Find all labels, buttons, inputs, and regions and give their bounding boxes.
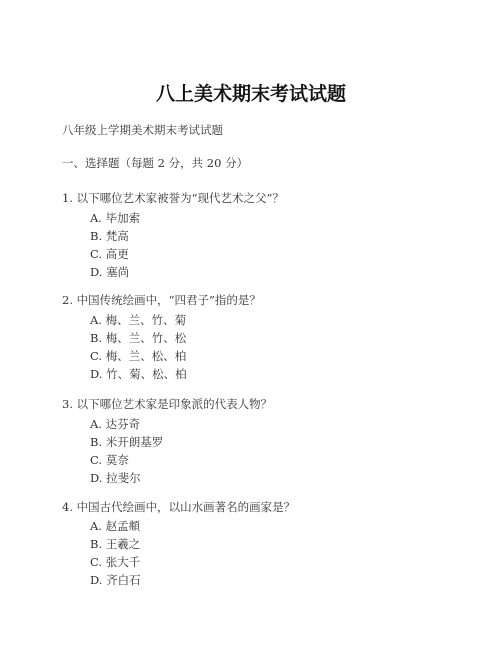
question-1-option-c: C. 高更 [90,247,129,261]
question-3-stem: 3. 以下哪位艺术家是印象派的代表人物？ [62,397,273,411]
question-4-option-d: D. 齐白石 [90,573,141,587]
document-title: 八上美术期末考试试题 [155,83,346,105]
question-2-stem: 2. 中国传统绘画中，“四君子”指的是？ [62,293,261,307]
question-2-option-d: D. 竹、菊、松、柏 [90,367,187,381]
question-3-option-c: C. 莫奈 [90,453,129,467]
question-1-option-a: A. 毕加索 [90,211,141,225]
question-4-option-c: C. 张大千 [90,555,141,569]
section-heading: 一、选择题（每题 2 分，共 20 分） [62,156,249,170]
question-4-option-a: A. 赵孟頫 [90,519,141,533]
question-1-option-d: D. 塞尚 [90,265,130,279]
question-2-option-a: A. 梅、兰、竹、菊 [90,313,187,327]
question-4-stem: 4. 中国古代绘画中，以山水画著名的画家是？ [62,500,296,514]
document-subtitle: 八年级上学期美术期末考试试题 [62,123,223,137]
question-4-option-b: B. 王羲之 [90,537,141,551]
question-1-stem: 1. 以下哪位艺术家被誉为“现代艺术之父”？ [62,191,284,205]
question-3-option-b: B. 米开朗基罗 [90,435,164,449]
question-2-option-b: B. 梅、兰、竹、松 [90,331,187,345]
question-1-option-b: B. 梵高 [90,229,129,243]
question-3-option-a: A. 达芬奇 [90,417,141,431]
question-3-option-d: D. 拉斐尔 [90,471,141,485]
question-2-option-c: C. 梅、兰、松、柏 [90,349,187,363]
